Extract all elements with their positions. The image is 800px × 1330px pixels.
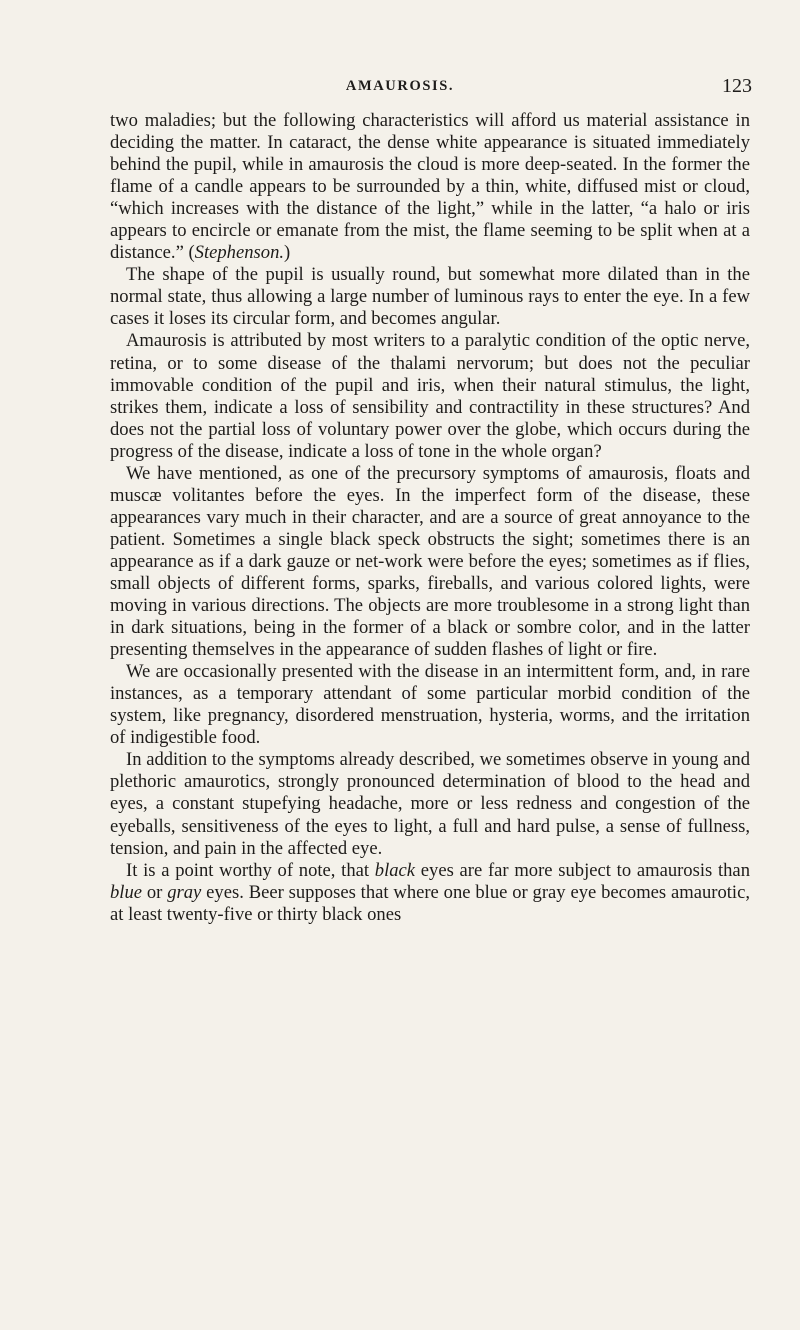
paragraph-text: The shape of the pupil is usually round, but somewhat more dilated than in the normal state, thus allowing a large number of luminous rays to enter the eye. In a few cases it loses its circular form, and becomes angular. — [110, 264, 750, 330]
italic-text: blue — [110, 881, 143, 903]
italic-text: gray — [167, 881, 202, 903]
paragraph — [110, 463, 750, 661]
paragraph — [110, 110, 750, 264]
italic-text: black — [374, 859, 416, 881]
paragraph-text: two maladies; but the following characteristics will afford us material assistance in deciding the matter. In cataract, the dense white appearance is situated immediately behind the pupil, while in amaurosis the cloud is more deep-seated. In the former the flame of a candle appears to be surrounded by a thin, white, diffused mist or cloud, “which increases with the distance of the light,” while in the latter, “a halo or iris appears to encircle or emanate from the mist, the flame seeming to be split when at a distance.” ( — [110, 110, 750, 264]
paragraph-text: eyes are far more subject to amaurosis than — [415, 859, 750, 881]
paragraph-text: Amaurosis is attributed by most writers to a paralytic condition of the optic nerve, retina, or to some disease of the thalami nervorum; but does not the peculiar immovable condition of the pupil and iris, when their natural stimulus, the light, strikes them, indicate a loss of sensibility and contractility in these structures? And does not the partial loss of voluntary power over the globe, which occurs during the progress of the disease, indicate a loss of tone in the whole organ? — [110, 330, 750, 462]
paragraph — [110, 330, 750, 462]
paragraph-text: eyes. Beer supposes that where one blue or gray eye becomes amaurotic, at least twenty-five or thirty black ones — [110, 881, 750, 925]
paragraph-text: We have mentioned, as one of the precursory symptoms of amaurosis, floats and muscæ volitantes before the eyes. In the imperfect form of the disease, these appearances vary much in their character, and are a source of great annoyance to the patient. Sometimes a single black speck obstructs the sight; sometimes there is an appearance as if a dark gauze or net-work were before the eyes; sometimes as if flies, small objects of different forms, sparks, fireballs, and various colored lights, were moving in various directions. The objects are more troublesome in a strong light than in dark situations, being in the former of a black or sombre color, and in the latter presenting themselves in the appearance of sudden flashes of light or fire. — [110, 462, 750, 661]
paragraph-text: We are occasionally presented with the disease in an intermittent form, and, in rare instances, as a temporary attendant of some particular morbid condition of the system, like pregnancy, disordered menstruation, hysteria, worms, and the irritation of indigestible food. — [110, 661, 750, 749]
paragraph-text: It is a point worthy of note, that — [126, 859, 375, 881]
running-title: AMAUROSIS. — [345, 78, 455, 94]
paragraph-text: In addition to the symptoms already described, we sometimes observe in young and plethoric amaurotics, strongly pronounced determination of blood to the head and eyes, a constant stupefying headache, more or less redness and congestion of the eyeballs, sensitiveness of the eyes to light, a full and hard pulse, a sense of fullness, tension, and pain in the affected eye. — [110, 749, 750, 859]
running-head — [0, 75, 800, 104]
paragraph — [110, 661, 750, 749]
paragraph — [110, 264, 750, 330]
paragraph-text: or — [142, 881, 168, 903]
paragraph — [110, 749, 750, 859]
page-number: 123 — [722, 75, 752, 97]
italic-text: Stephenson. — [194, 242, 285, 264]
paragraph — [110, 860, 750, 926]
body-text — [110, 110, 750, 926]
paragraph-text: ) — [284, 242, 291, 264]
